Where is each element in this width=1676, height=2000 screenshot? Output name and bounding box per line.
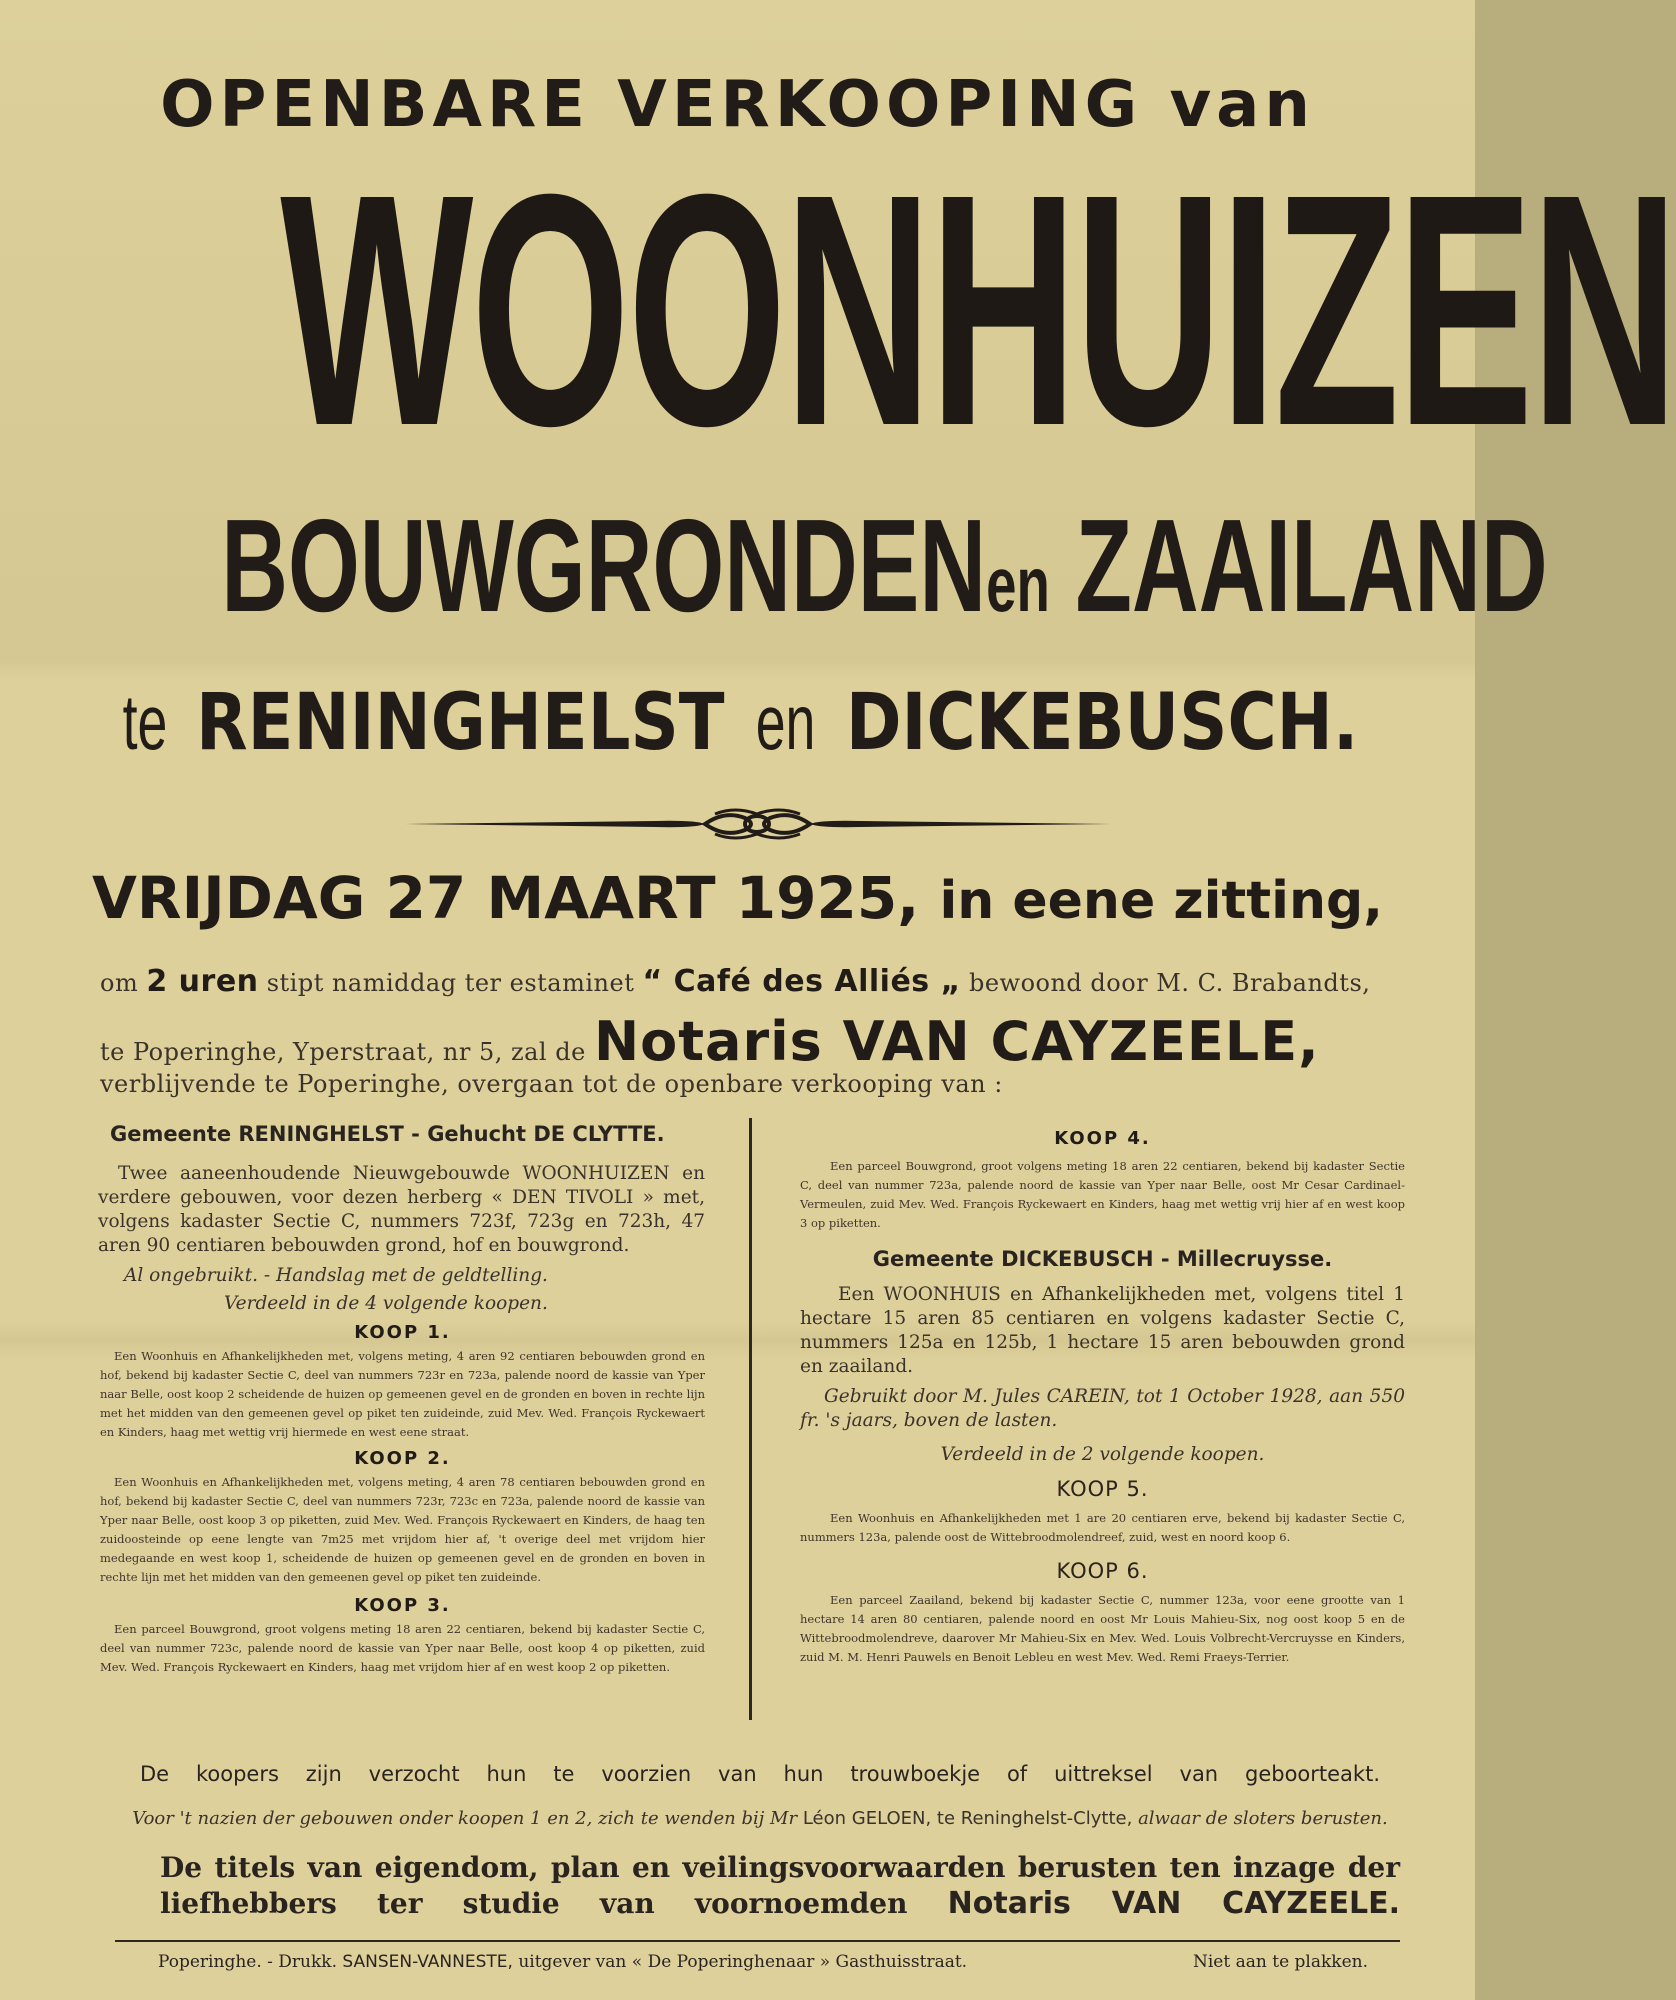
footer-notary: Notaris VAN CAYZEELE. <box>947 1886 1401 1921</box>
left-note-1: Al ongebruikt. - Handslag met de geldtelling. <box>124 1265 548 1286</box>
intro-notary: Notaris VAN CAYZEELE, <box>593 1010 1320 1073</box>
intro-om: om <box>100 969 139 997</box>
intro-line-3: verblijvende te Poperinghe, overgaan tot de openbare verkooping van : <box>100 1070 1003 1098</box>
intro-estaminet: stipt namiddag ter estaminet <box>266 969 635 997</box>
printer-publisher: uitgever van « De Poperinghenaar » Gasthuisstraat. <box>518 1952 968 1972</box>
footer-rule <box>115 1940 1400 1942</box>
title-line-1: OPENBARE VERKOOPING van <box>160 68 1315 142</box>
title-en-2: en <box>755 678 816 766</box>
sale-date-main: VRIJDAG 27 MAART 1925, <box>92 864 920 932</box>
koop-6-title: KOOP 6. <box>1056 1559 1149 1583</box>
right-column <box>800 1128 1405 1667</box>
footer-visit-note <box>115 1808 1405 1829</box>
column-divider <box>749 1118 752 1720</box>
title-reninghelst: RENINGHELST <box>195 678 725 768</box>
title-te: te <box>122 678 168 766</box>
right-note-1: Gebruikt door M. Jules CAREIN, tot 1 October 1928, aan 550 fr. 's jaars, boven de lasten. <box>800 1386 1405 1431</box>
footer-buyers-note: De koopers zijn verzocht hun te voorzien van hun trouwboekje of uittreksel van geboorteakt. <box>140 1762 1380 1786</box>
koop-3-title: KOOP 3. <box>354 1595 451 1616</box>
koop-6-text: Een parceel Zaailand, bekend bij kadaster Sectie C, nummer 123a, voor eene grootte van 1 hectare 14 aren 80 centiaren, palende noord en oost Mr Louis Mahieu-Six, nog oost koop 5 en de Wittebroodmolendreve, daarover Mr Mahieu-Six en Mev. Wed. Louis Volbrecht-Vercruysse en Kinders, zuid M. M. Henri Pauwels en Benoit Lebleu en west Mev. Wed. Remi Fraeys-Terrier. <box>800 1593 1405 1664</box>
title-bouwgronden-zaailand <box>221 486 1548 664</box>
left-note-2: Verdeeld in de 4 volgende koopen. <box>224 1293 548 1314</box>
printer-name: SANSEN-VANNESTE, <box>342 1952 513 1972</box>
printer-place: Poperinghe. - Drukk. <box>158 1952 337 1972</box>
koop-2-text: Een Woonhuis en Afhankelijkheden met, volgens meting, 4 aren 78 centiaren bebouwden grond en hof, bekend bij kadaster Sectie C, deel van nummers 723r, 723c en 723a, palende noord de kassie van Yper naar Belle, oost koop 3 op piketten, zuid Mev. Wed. François Ryckewaert en Kinders, de haag ten zuidoosteinde op eene lengte van 7m25 met vrijdom hier af, 't overige deel met vrijdom hier medegaande en west koop 1, scheidende de huizen op gemeenen gevel en de gronden en boven in rechte lijn met het midden van den gemeenen gevel op piket ten zuideinde. <box>100 1475 705 1584</box>
right-description: Een WOONHUIS en Afhankelijkheden met, volgens titel 1 hectare 15 aren 85 centiaren en volgens kadaster Sectie C, nummers 125a en 125b, 1 hectare 15 aren bebouwden grond en zaailand. <box>800 1284 1405 1377</box>
title-locations <box>103 672 1372 773</box>
intro-hour: 2 uren <box>146 964 259 999</box>
left-heading: Gemeente RENINGHELST - Gehucht DE CLYTTE. <box>110 1122 665 1146</box>
intro-occupant: bewoond door M. C. Brabandts, <box>968 969 1371 997</box>
koop-4-text: Een parceel Bouwgrond, groot volgens meting 18 aren 22 centiaren, bekend bij kadaster Sectie C, deel van nummer 723a, palende noord de kassie van Yper naar Belle, oost Mr Cesar Cardinael-Vermeulen, zuid Mev. Wed. François Ryckewaert en Kinders, haag met wettig vrij hier af en west koop 3 op piketten. <box>800 1159 1405 1230</box>
intro-line-1 <box>100 964 1400 999</box>
koop-3-text: Een parceel Bouwgrond, groot volgens meting 18 aren 22 centiaren, bekend bij kadaster Sectie C, deel van nummer 723c, palende noord de kassie van Yper naar Belle, oost koop 4 op piketten, zuid Mev. Wed. François Ryckewaert en Kinders, haag met vrijdom hier af en west koop 2 op piketten. <box>100 1622 705 1674</box>
title-zaailand: ZAAILAND <box>1075 492 1548 639</box>
footer-visit-post: alwaar de sloters berusten. <box>1138 1808 1388 1829</box>
koop-2-title: KOOP 2. <box>354 1448 451 1469</box>
title-dickebusch: DICKEBUSCH. <box>845 678 1359 768</box>
right-note-2: Verdeeld in de 2 volgende koopen. <box>940 1444 1265 1465</box>
title-woonhuizen: WOONHUIZEN <box>280 125 1676 494</box>
koop-5-text: Een Woonhuis en Afhankelijkheden met 1 are 20 centiaren erve, bekend bij kadaster Sectie C, nummers 123a, palende oost de Wittebroodmolendreef, zuid, west en noord koop 6. <box>800 1511 1405 1544</box>
intro-cafe-name: “ Café des Alliés „ <box>642 964 961 999</box>
koop-1-title: KOOP 1. <box>354 1322 451 1343</box>
ornament-divider <box>405 804 1110 844</box>
footer-visit-contact: Léon GELOEN, te Reninghelst-Clytte, <box>802 1808 1133 1829</box>
koop-1-text: Een Woonhuis en Afhankelijkheden met, volgens meting, 4 aren 92 centiaren bebouwden grond en hof, bekend bij kadaster Sectie C, deel van nummers 723r en 723a, palende noord de kassie van Yper naar Belle, oost koop 2 scheidende de huizen op gemeenen gevel en de gronden en boven in rechte lijn met het midden van den gemeenen gevel op piket ten zuideinde, zuid Mev. Wed. François Ryckewaert en Kinders, haag met wettig vrij hiermede en west eene straat. <box>100 1349 705 1439</box>
right-heading: Gemeente DICKEBUSCH - Millecruysse. <box>872 1247 1333 1271</box>
title-bouwgronden: BOUWGRONDEN <box>221 492 987 639</box>
koop-5-title: KOOP 5. <box>1056 1477 1149 1501</box>
footer-titles-text: De titels van eigendom, plan en veilingsvoorwaarden berusten ten inzage der liefhebbers ter studie van voornoemden <box>160 1851 1400 1920</box>
left-description: Twee aaneenhoudende Nieuwgebouwde WOONHUIZEN en verdere gebouwen, voor dezen herberg « DEN TIVOLI » met, volgens kadaster Sectie C, nummers 723f, 723g en 723h, 47 aren 90 centiaren bebouwden grond, hof en bouwgrond. <box>98 1163 705 1256</box>
sale-date <box>0 858 1475 941</box>
footer-visit-pre: Voor 't nazien der gebouwen onder koopen 1 en 2, zich te wenden bij Mr <box>132 1808 798 1829</box>
sale-date-session: in eene zitting, <box>939 871 1383 931</box>
left-column <box>100 1122 705 1677</box>
title-en-1: en <box>986 540 1050 628</box>
intro-address: te Poperinghe, Yperstraat, nr 5, zal de <box>100 1038 586 1066</box>
koop-4-title: KOOP 4. <box>1054 1128 1151 1149</box>
printer-line <box>158 1952 1368 1972</box>
footer-titles-note <box>160 1850 1400 1922</box>
posting-notice: Niet aan te plakken. <box>1193 1952 1368 1972</box>
intro-line-2 <box>100 1010 1400 1073</box>
